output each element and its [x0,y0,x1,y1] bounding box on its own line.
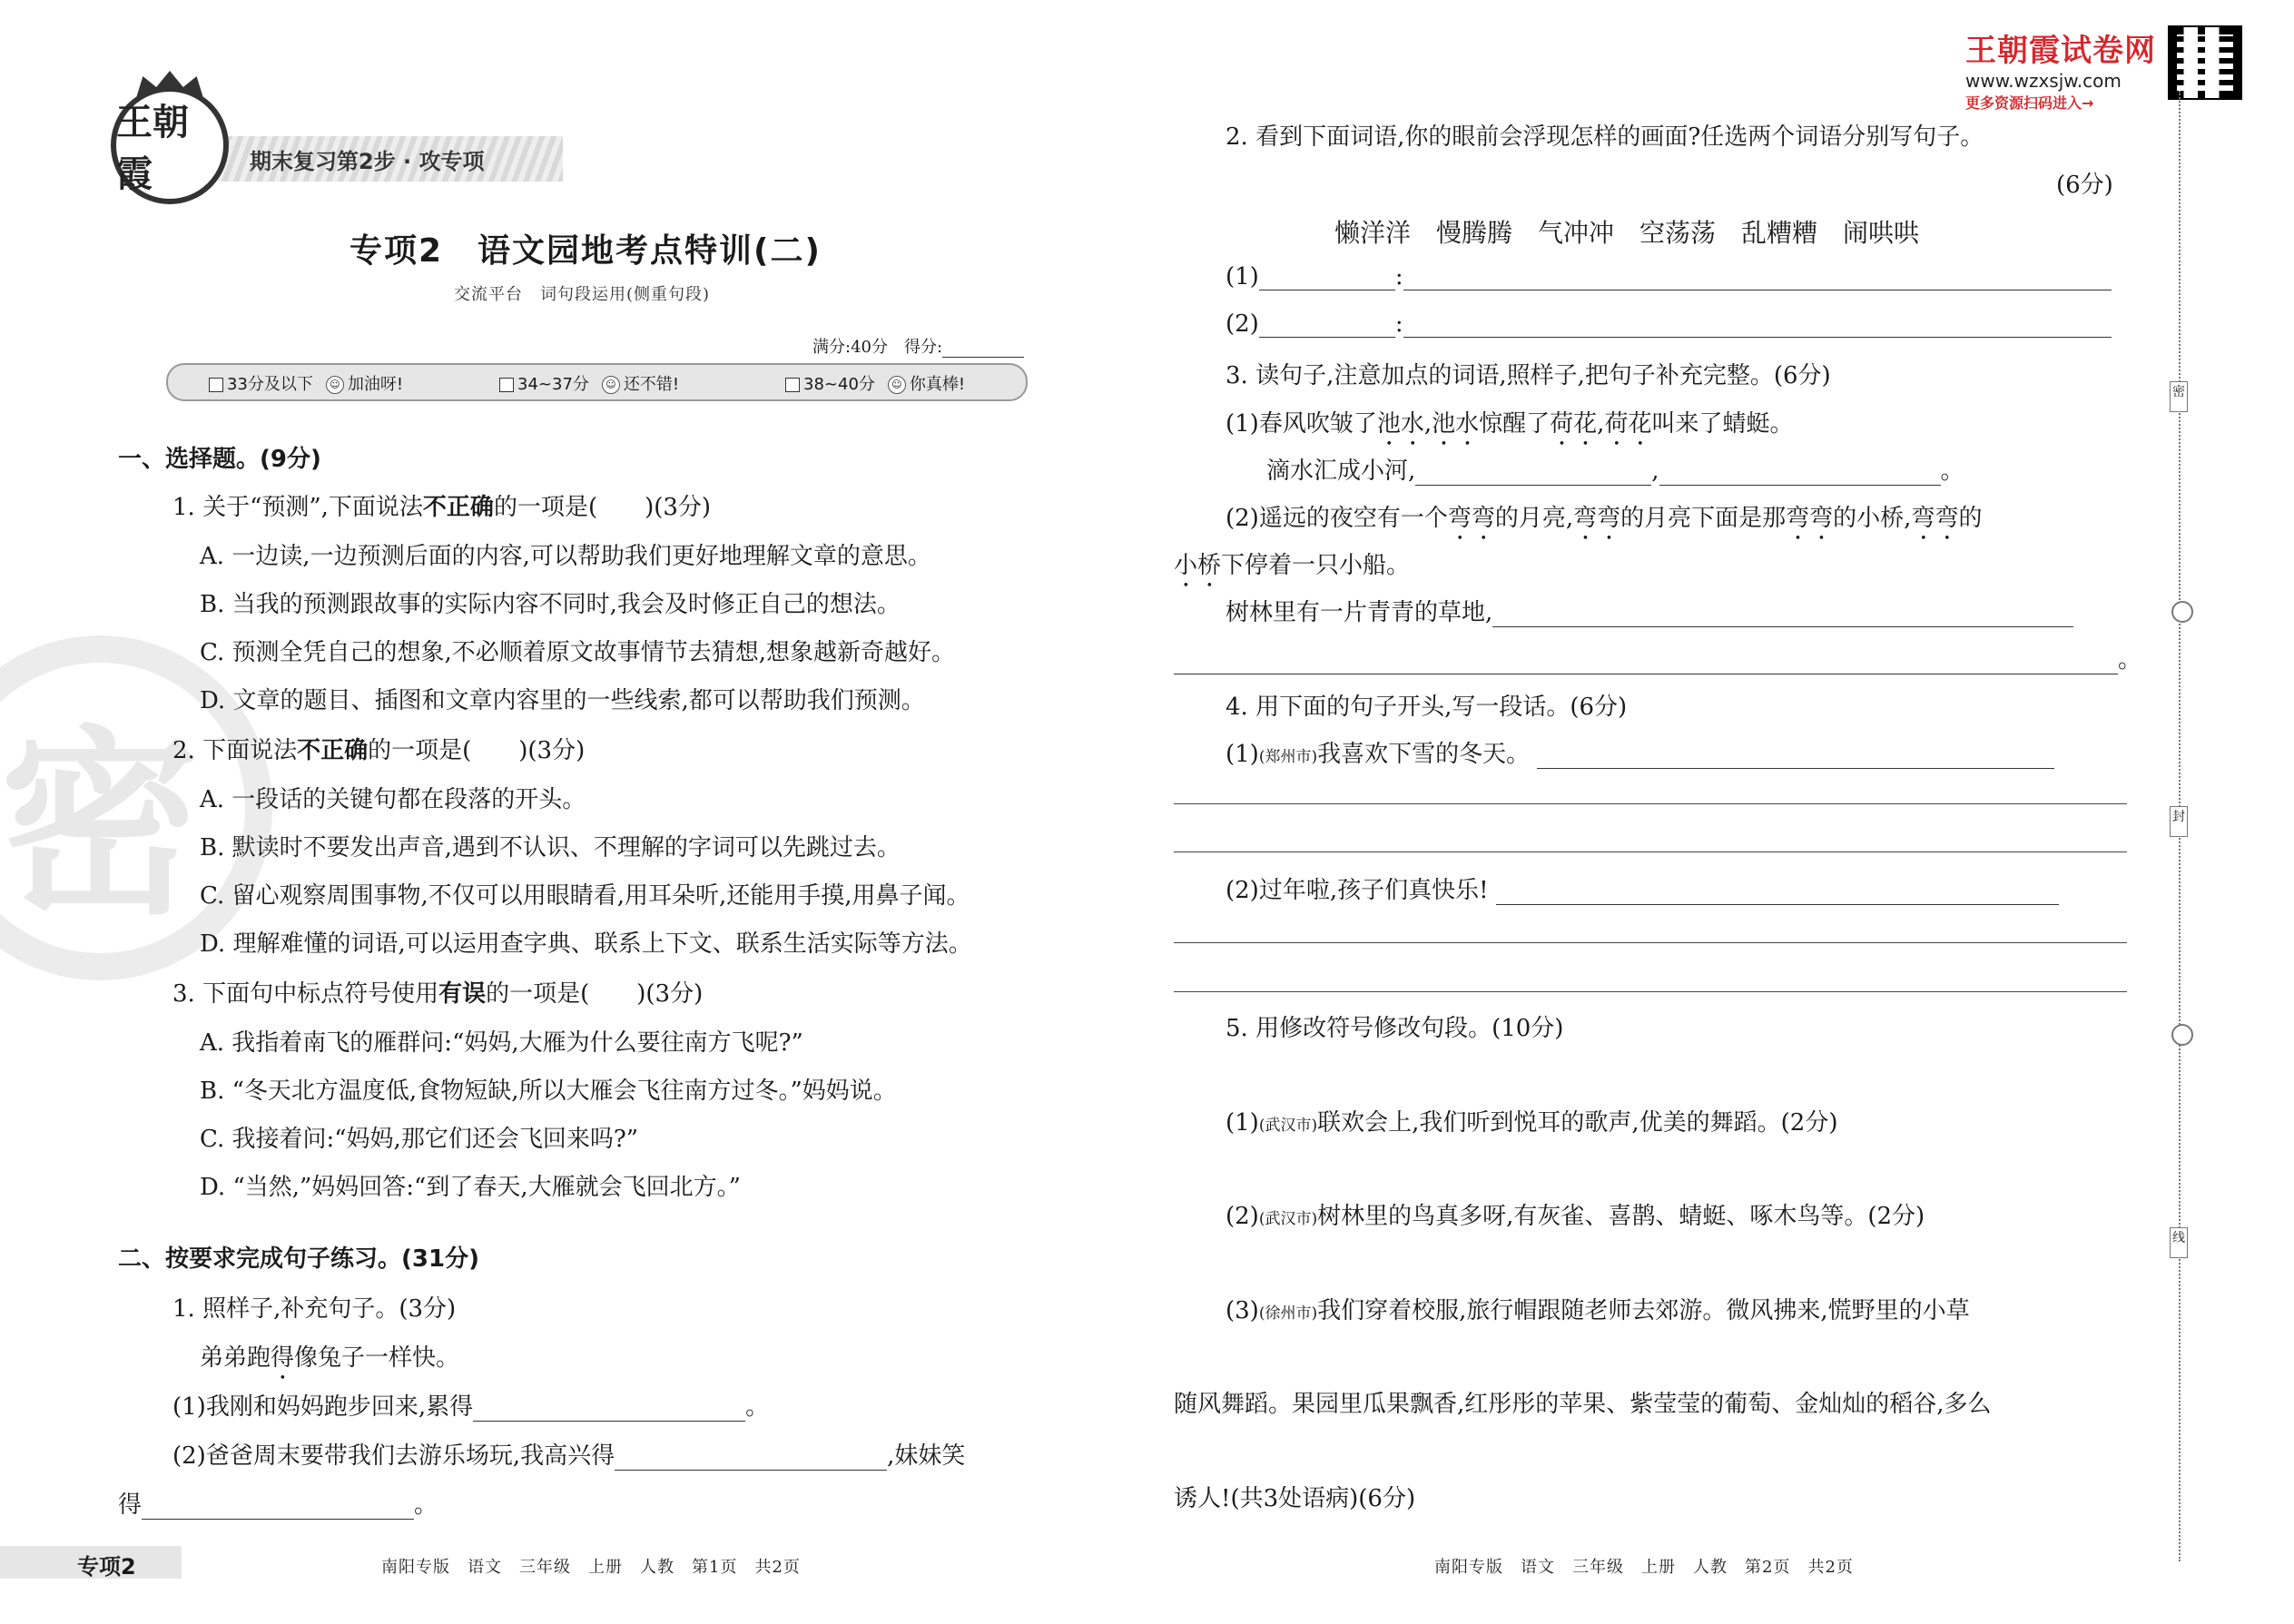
rating-option-1[interactable]: 33分及以下 ☺ 加油呀! [209,371,403,395]
rating-option-2[interactable]: 34~37分 ☺ 还不错! [499,371,679,395]
q3-option-d[interactable]: D. “当然,”妈妈回答:“到了春天,大雁就会飞回北方。” [200,1174,741,1201]
writing-line[interactable] [1174,991,2127,992]
score-blank[interactable] [942,340,1024,358]
checkbox[interactable] [785,378,800,392]
smiley-icon: ☺ [326,376,344,394]
r-q3-fill-1: 滴水汇成小河, , 。 [1266,458,1964,485]
answer-blank[interactable] [473,1397,745,1422]
header-band-label: 期末复习第2步 · 攻专项 [250,149,485,174]
r-q2-item-2: (2) : [1226,310,2112,338]
section-1-title: 一、选择题。(9分) [118,446,321,473]
sentence-blank[interactable] [1403,266,2112,290]
s2-example: 弟弟跑得像兔子一样快。 [200,1344,460,1372]
question-2: 2. 下面说法不正确的一项是( )(3分) [172,737,586,764]
r-q5-item-1[interactable]: (1)(武汉市)联欢会上,我们听到悦耳的歌声,优美的舞蹈。(2分) [1226,1109,1838,1137]
rating-bar [166,363,1028,401]
r-q4-item-2: (2)过年啦,孩子们真快乐! [1226,871,2059,905]
seal-mark: 线 [2170,1227,2188,1258]
answer-blank[interactable] [1415,461,1651,486]
question-3: 3. 下面句中标点符号使用有误的一项是( )(3分) [172,980,704,1008]
r-q5-item-3-line2[interactable]: 随风舞蹈。果园里瓜果飘香,红彤彤的苹果、紫莹莹的葡萄、金灿灿的稻谷,多么 [1174,1391,1992,1418]
r-q5-item-2[interactable]: (2)(武汉市)树林里的鸟真多呀,有灰雀、喜鹊、蜻蜓、啄木鸟等。(2分) [1226,1203,1925,1230]
binding-hole-icon [2171,601,2193,623]
section-2-title: 二、按要求完成句子练习。(31分) [118,1245,479,1273]
word-list: 懒洋洋 慢腾腾 气冲冲 空荡荡 乱糟糟 闹哄哄 [1334,218,1920,248]
qr-code-icon[interactable] [2168,25,2242,100]
rating-option-3[interactable]: 38~40分 ☺ 你真棒! [785,371,965,395]
r-question-3: 3. 读句子,注意加点的词语,照样子,把句子补充完整。(6分) [1226,362,1831,389]
smiley-icon: ☺ [602,376,620,394]
writing-line[interactable] [1174,851,2127,852]
brand-name: 王朝霞试卷网 [1965,33,2156,69]
answer-blank[interactable] [615,1446,887,1471]
q2-option-c[interactable]: C. 留心观察周围事物,不仅可以用眼睛看,用耳朵听,还能用手摸,用鼻子闻。 [200,882,970,910]
seal-mark: 密 [2170,381,2188,412]
watermark-seal: 密 [0,635,272,980]
answer-blank[interactable] [1496,881,2059,905]
brand-tip: 更多资源扫码进入→ [1965,94,2094,112]
smiley-icon: ☺ [888,376,906,394]
answer-blank[interactable] [1174,650,2118,674]
r-q5-item-3-line3[interactable]: 诱人!(共3处语病)(6分) [1174,1485,1416,1512]
q3-option-b[interactable]: B. “冬天北方温度低,食物短缺,所以大雁会飞往南方过冬。”妈妈说。 [200,1078,897,1105]
s2-item-2: (2)爸爸周末要带我们去游乐场玩,我高兴得 ,妹妹笑 [172,1442,966,1470]
writing-line[interactable] [1174,803,2127,804]
r-q5-item-3[interactable]: (3)(徐州市)我们穿着校服,旅行帽跟随老师去郊游。微风拂来,慌野里的小草 [1226,1297,1970,1324]
q1-option-b[interactable]: B. 当我的预测跟故事的实际内容不同时,我会及时修正自己的想法。 [200,591,901,618]
word-blank[interactable] [1259,266,1395,290]
question-1: 1. 关于“预测”,下面说法不正确的一项是( )(3分) [172,494,712,521]
r-question-5: 5. 用修改符号修改句段。(10分) [1226,1015,1564,1042]
answer-blank[interactable] [1492,603,2073,627]
r-q3-fill-2-cont: 。 [1174,641,2141,674]
checkbox[interactable] [209,378,223,392]
s2-item-1: (1)我刚和妈妈跑步回来,累得 。 [172,1393,770,1421]
score-field: 满分:40分 得分: [812,334,1024,358]
r-q3-fill-2: 树林里有一片青青的草地, [1226,594,2073,627]
q1-option-d[interactable]: D. 文章的题目、插图和文章内容里的一些线索,都可以帮助我们预测。 [200,687,925,714]
binding-hole-icon [2171,1024,2193,1046]
page-title: 专项2 语文园地考点特训(二) [350,232,822,270]
r-q4-item-1: (1)(郑州市)我喜欢下雪的冬天。 [1226,735,2054,769]
r-question-2: 2. 看到下面词语,你的眼前会浮现怎样的画面?任选两个词语分别写句子。 [1226,123,1984,151]
s2-item-2-cont: 得 。 [118,1491,438,1519]
q2-option-b[interactable]: B. 默读时不要发出声音,遇到不认识、不理解的字词可以先跳过去。 [200,834,901,861]
sentence-blank[interactable] [1403,313,2112,338]
q3-option-a[interactable]: A. 我指着南飞的雁群问:“妈妈,大雁为什么要往南方飞呢?” [200,1029,803,1057]
q2-option-a[interactable]: A. 一段话的关键句都在段落的开头。 [200,786,586,813]
q1-option-a[interactable]: A. 一边读,一边预测后面的内容,可以帮助我们更好地理解文章的意思。 [200,543,931,570]
answer-blank[interactable] [1537,744,2054,769]
word-blank[interactable] [1259,313,1395,338]
answer-blank[interactable] [1659,461,1941,486]
brand-block [1965,25,2156,113]
footer-right: 南阳专版 语文 三年级 上册 人教 第2页 共2页 [1434,1558,1854,1577]
r-q3-item-2: (2)遥远的夜空有一个弯弯的月亮,弯弯的月亮下面是那弯弯的小桥,弯弯的 [1226,505,1983,532]
seal-mark: 封 [2170,806,2188,837]
r-q2-item-1: (1) : [1226,263,2112,290]
brand-logo: 王朝霞 [111,86,229,204]
writing-line[interactable] [1174,942,2127,943]
r-q3-item-1: (1)春风吹皱了池水,池水惊醒了荷花,荷花叫来了蜻蜓。 [1226,410,1794,438]
page-subtitle: 交流平台 词句段运用(侧重句段) [454,285,711,304]
r-q2-score: (6分) [2056,172,2113,199]
footer-left: 南阳专版 语文 三年级 上册 人教 第1页 共2页 [381,1558,801,1577]
brand-url[interactable]: www.wzxsjw.com [1965,70,2122,92]
q3-option-c[interactable]: C. 我接着问:“妈妈,那它们还会飞回来吗?” [200,1126,639,1153]
r-question-4: 4. 用下面的句子开头,写一段话。(6分) [1226,694,1628,721]
answer-blank[interactable] [142,1495,414,1520]
r-q3-item-2-cont: 小桥下停着一只小船。 [1174,552,1411,579]
section-tag: 专项2 [77,1554,136,1580]
s2-question-1: 1. 照样子,补充句子。(3分) [172,1295,457,1323]
q1-option-c[interactable]: C. 预测全凭自己的想象,不必顺着原文故事情节去猜想,想象越新奇越好。 [200,639,956,666]
checkbox[interactable] [499,378,514,392]
q2-option-d[interactable]: D. 理解难懂的词语,可以运用查字典、联系上下文、联系生活实际等方法。 [200,930,972,958]
